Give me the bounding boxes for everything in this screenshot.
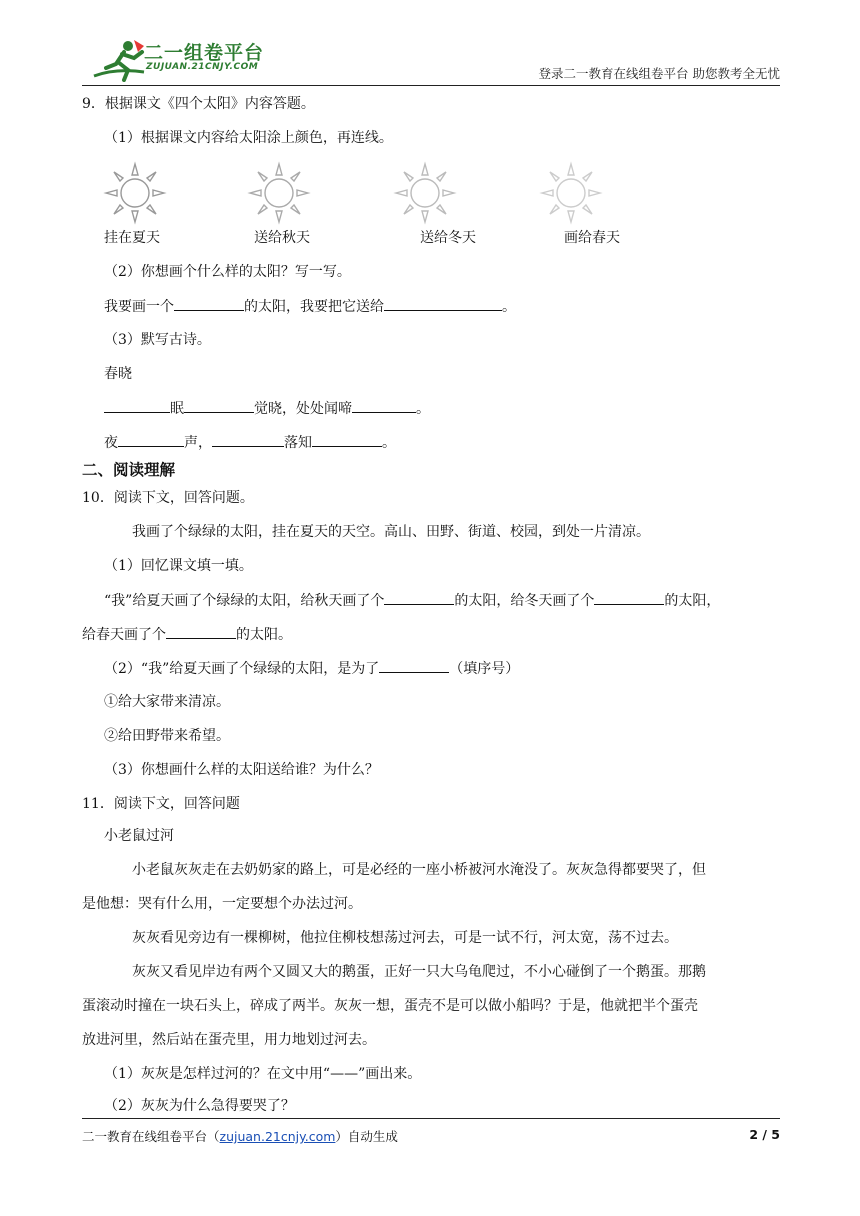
poem-line-2: 夜 声， 落知 。 [104,432,396,453]
q10-option-1: ①给大家带来清凉。 [104,694,230,710]
poem-line-1: 眠 觉晓，处处闻啼 。 [104,398,430,419]
story-paragraph: 灰灰看见旁边有一棵柳树，他拉住柳枝想荡过河去，可是一试不行，河太宽，荡不过去。 [132,930,678,946]
story-paragraph: 蛋滚动时撞在一块石头上，碎成了两半。灰灰一想，蛋壳不是可以做小船吗？于是，他就把半个蛋壳 [82,998,698,1014]
q10-part2: （2）“我”给夏天画了个绿绿的太阳，是为了 （填序号） [104,658,519,679]
q10-fill-line-1: “我”给夏天画了个绿绿的太阳，给秋天画了个 的太阳，给冬天画了个 的太阳， [104,590,720,611]
q10-part1: （1）回忆课文填一填。 [104,558,253,574]
story-paragraph: 灰灰又看见岸边有两个又圆又大的鹅蛋，正好一只大乌龟爬过，不小心碰倒了一个鹅蛋。那鹅 [132,964,706,980]
q11-part1: （1）灰灰是怎样过河的？在文中用“——”画出来。 [104,1066,422,1082]
q10-fill-line-2: 给春天画了个 的太阳。 [82,624,292,645]
answer-blank[interactable] [118,432,184,447]
answer-blank[interactable] [594,590,664,605]
story-paragraph: 是他想：哭有什么用，一定要想个办法过河。 [82,896,362,912]
poem-title: 春晓 [104,366,132,382]
answer-blank[interactable] [352,398,416,413]
answer-blank[interactable] [312,432,382,447]
logo-subtext: ZUJUAN.21CNJY.COM [146,62,259,72]
sun-label: 送给秋天 [254,230,310,246]
footer-link[interactable]: zujuan.21cnjy.com [219,1129,336,1144]
sun-icon [538,160,604,226]
answer-blank[interactable] [174,296,244,311]
answer-blank[interactable] [379,658,449,673]
q9-part3: （3）默写古诗。 [104,332,211,348]
logo-text: 二一组卷平台 [144,42,265,64]
q9-part2: （2）你想画个什么样的太阳？写一写。 [104,264,351,280]
answer-blank[interactable] [384,296,502,311]
answer-blank[interactable] [104,398,170,413]
sun-label: 挂在夏天 [104,230,160,246]
q11-title: 11．阅读下文，回答问题 [82,796,240,812]
sun-icon [246,160,312,226]
story-paragraph: 放进河里，然后站在蛋壳里，用力地划过河去。 [82,1032,376,1048]
sun-icon [102,160,168,226]
page-footer [82,1118,780,1149]
answer-blank[interactable] [184,398,254,413]
q10-passage: 我画了个绿绿的太阳，挂在夏天的天空。高山、田野、街道、校园，到处一片清凉。 [132,524,650,540]
header-slogan: 登录二一教育在线组卷平台 助您教考全无忧 [538,66,780,81]
q10-option-2: ②给田野带来希望。 [104,728,230,744]
sun-icon [392,160,458,226]
page-header [82,30,780,86]
q11-part2: （2）灰灰为什么急得要哭了？ [104,1098,295,1114]
answer-blank[interactable] [166,624,236,639]
footer-source: 二一教育在线组卷平台（zujuan.21cnjy.com）自动生成 [82,1129,398,1144]
section-title: 二、阅读理解 [82,461,176,479]
sun-label: 画给春天 [564,230,620,246]
q10-part3: （3）你想画什么样的太阳送给谁？为什么？ [104,762,379,778]
q9-title: 9．根据课文《四个太阳》内容答题。 [82,96,315,112]
answer-blank[interactable] [384,590,454,605]
page-number: 2 / 5 [749,1127,780,1142]
q10-title: 10．阅读下文，回答问题。 [82,490,254,506]
story-title: 小老鼠过河 [104,828,174,844]
q9-part1: （1）根据课文内容给太阳涂上颜色，再连线。 [104,130,393,146]
sun-label: 送给冬天 [420,230,476,246]
story-paragraph: 小老鼠灰灰走在去奶奶家的路上，可是必经的一座小桥被河水淹没了。灰灰急得都要哭了，但 [132,862,706,878]
q9-part2-fill: 我要画一个 的太阳，我要把它送给 。 [104,296,516,317]
answer-blank[interactable] [212,432,284,447]
